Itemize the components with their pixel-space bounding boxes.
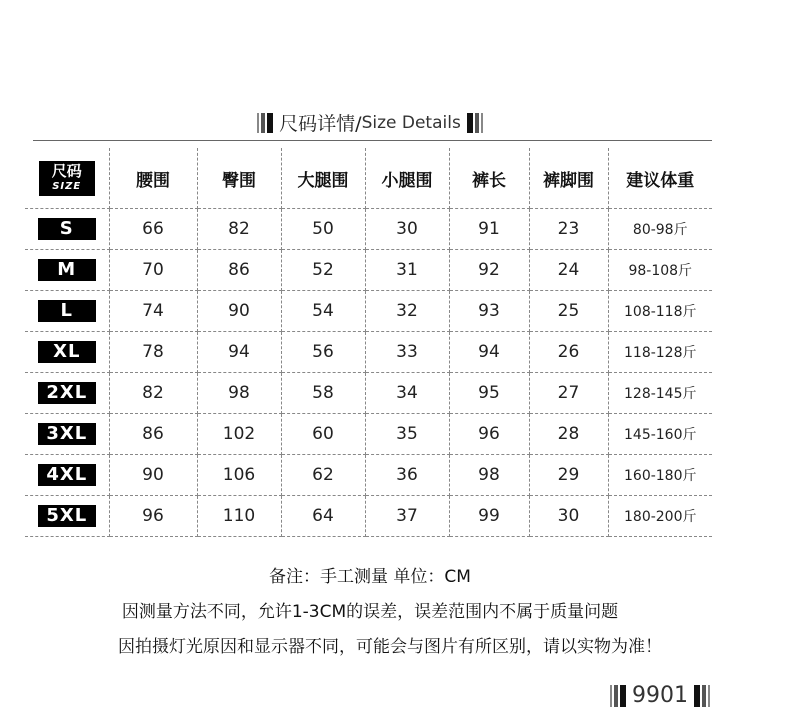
measurement-cell: 98 xyxy=(449,455,529,496)
size-cell xyxy=(25,373,109,414)
note-measure: 备注：手工测量 单位：CM xyxy=(269,567,471,587)
note-lighting: 因拍摄灯光原因和显示器不同，可能会与图片有所区别，请以实物为准！ xyxy=(118,637,662,657)
measurement-cell: 102 xyxy=(197,414,281,455)
size-cell xyxy=(25,496,109,537)
column-header: 大腿围 xyxy=(281,148,365,209)
measurement-cell: 58 xyxy=(281,373,365,414)
weight-cell: 118-128斤 xyxy=(608,332,712,373)
measurement-cell: 98 xyxy=(197,373,281,414)
size-table xyxy=(25,148,712,537)
measurement-cell: 86 xyxy=(197,250,281,291)
code-bars-left-icon xyxy=(610,685,626,707)
measurement-cell: 90 xyxy=(109,455,197,496)
weight-cell: 108-118斤 xyxy=(608,291,712,332)
code-bars-right-icon xyxy=(694,685,710,707)
measurement-cell: 24 xyxy=(529,250,608,291)
table-row xyxy=(25,250,712,291)
size-badge: L xyxy=(38,300,96,322)
measurement-cell: 32 xyxy=(365,291,449,332)
column-header: 腰围 xyxy=(109,148,197,209)
size-badge: 3XL xyxy=(38,423,96,445)
measurement-cell: 86 xyxy=(109,414,197,455)
measurement-cell: 82 xyxy=(197,209,281,250)
column-header: 小腿围 xyxy=(365,148,449,209)
measurement-cell: 54 xyxy=(281,291,365,332)
measurement-cell: 25 xyxy=(529,291,608,332)
measurement-cell: 96 xyxy=(109,496,197,537)
measurement-cell: 64 xyxy=(281,496,365,537)
measurement-cell: 91 xyxy=(449,209,529,250)
title-divider xyxy=(33,140,712,141)
size-badge: XL xyxy=(38,341,96,363)
measurement-cell: 50 xyxy=(281,209,365,250)
title-bars-right-icon xyxy=(467,113,483,133)
measurement-cell: 31 xyxy=(365,250,449,291)
measurement-cell: 30 xyxy=(529,496,608,537)
measurement-cell: 74 xyxy=(109,291,197,332)
table-row xyxy=(25,291,712,332)
size-badge: S xyxy=(38,218,96,240)
measurement-cell: 34 xyxy=(365,373,449,414)
measurement-cell: 78 xyxy=(109,332,197,373)
measurement-cell: 29 xyxy=(529,455,608,496)
column-header: 臀围 xyxy=(197,148,281,209)
measurement-cell: 106 xyxy=(197,455,281,496)
size-cell xyxy=(25,250,109,291)
size-cell xyxy=(25,332,109,373)
measurement-cell: 37 xyxy=(365,496,449,537)
size-badge: 5XL xyxy=(38,505,96,527)
column-header: 裤脚围 xyxy=(529,148,608,209)
weight-cell: 80-98斤 xyxy=(608,209,712,250)
measurement-cell: 82 xyxy=(109,373,197,414)
size-cell xyxy=(25,291,109,332)
weight-cell: 160-180斤 xyxy=(608,455,712,496)
note-tolerance: 因测量方法不同，允许1-3CM的误差，误差范围内不属于质量问题 xyxy=(121,602,619,622)
size-cell xyxy=(25,455,109,496)
table-row xyxy=(25,414,712,455)
measurement-cell: 23 xyxy=(529,209,608,250)
measurement-cell: 94 xyxy=(449,332,529,373)
size-cell xyxy=(25,209,109,250)
measurement-cell: 60 xyxy=(281,414,365,455)
measurement-cell: 36 xyxy=(365,455,449,496)
table-row xyxy=(25,455,712,496)
measurement-cell: 110 xyxy=(197,496,281,537)
product-code-text: 9901 xyxy=(632,683,688,708)
measurement-cell: 56 xyxy=(281,332,365,373)
measurement-cell: 30 xyxy=(365,209,449,250)
measurement-cell: 92 xyxy=(449,250,529,291)
weight-cell: 145-160斤 xyxy=(608,414,712,455)
size-badge: 2XL xyxy=(38,382,96,404)
table-row xyxy=(25,332,712,373)
measurement-cell: 93 xyxy=(449,291,529,332)
table-row xyxy=(25,209,712,250)
measurement-cell: 28 xyxy=(529,414,608,455)
weight-cell: 180-200斤 xyxy=(608,496,712,537)
table-row xyxy=(25,373,712,414)
size-badge: 4XL xyxy=(38,464,96,486)
measurement-cell: 62 xyxy=(281,455,365,496)
measurement-cell: 95 xyxy=(449,373,529,414)
page-title xyxy=(0,109,740,136)
measurement-cell: 52 xyxy=(281,250,365,291)
weight-cell: 128-145斤 xyxy=(608,373,712,414)
measurement-cell: 35 xyxy=(365,414,449,455)
measurement-cell: 33 xyxy=(365,332,449,373)
measurement-cell: 27 xyxy=(529,373,608,414)
title-en: Size Details xyxy=(361,112,461,133)
measurement-cell: 90 xyxy=(197,291,281,332)
table-row xyxy=(25,496,712,537)
measurement-cell: 99 xyxy=(449,496,529,537)
size-cell xyxy=(25,414,109,455)
size-header-badge: 尺码 SIZE xyxy=(39,161,95,196)
measurement-cell: 66 xyxy=(109,209,197,250)
product-code xyxy=(604,683,716,708)
size-badge: M xyxy=(38,259,96,281)
table-header-row xyxy=(25,148,712,209)
measurement-cell: 70 xyxy=(109,250,197,291)
column-header: 裤长 xyxy=(449,148,529,209)
measurement-cell: 94 xyxy=(197,332,281,373)
measurement-cell: 96 xyxy=(449,414,529,455)
title-cn: 尺码详情/ xyxy=(279,113,362,135)
measurement-cell: 26 xyxy=(529,332,608,373)
weight-cell: 98-108斤 xyxy=(608,250,712,291)
column-header: 建议体重 xyxy=(608,148,712,209)
size-header-cell xyxy=(25,148,109,209)
title-bars-left-icon xyxy=(257,113,273,133)
